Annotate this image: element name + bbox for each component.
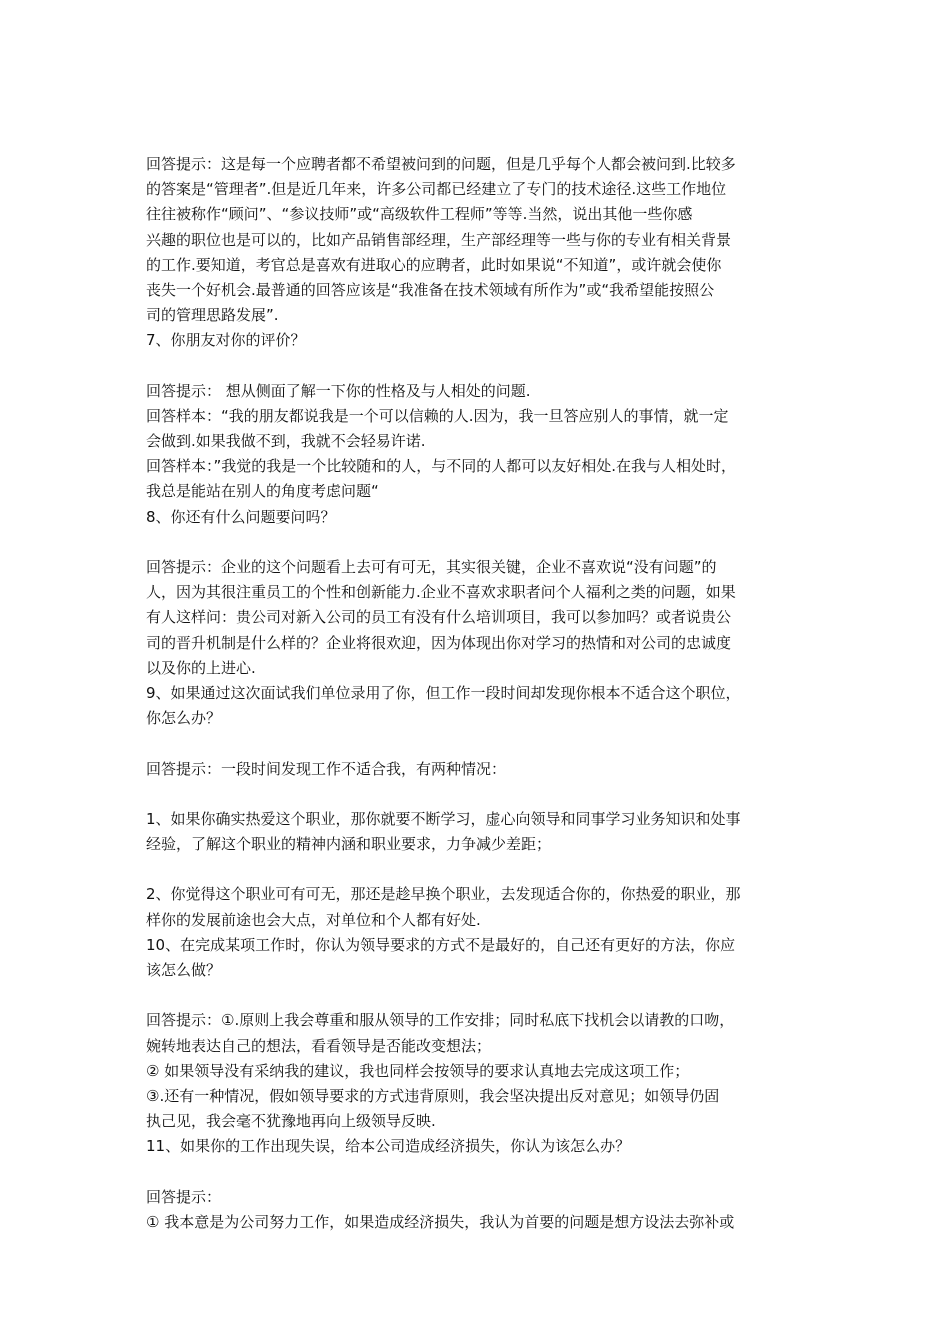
text-line: 该怎么做？ [146,961,222,979]
text-line: 我总是能站在别人的角度考虑问题“ [146,482,379,501]
text-line: 回答提示：一段时间发现工作不适合我，有两种情况： [146,759,507,778]
text-line: 10、在完成某项工作时，你认为领导要求的方式不是最好的，自己还有更好的方法，你应 [146,935,736,954]
text-line: 11、如果你的工作出现失误，给本公司造成经济损失，你认为该怎么办？ [146,1137,631,1156]
text-line: 回答样本：”我觉的我是一个比较随和的人，与不同的人都可以友好相处.在我与人相处时， [146,457,737,476]
text-line: 1、如果你确实热爱这个职业，那你就要不断学习，虚心向领导和同事学习业务知识和处事 [146,809,741,828]
text-line: 司的晋升机制是什么样的？企业将很欢迎，因为体现出你对学习的热情和对公司的忠诚度 [146,633,732,652]
text-line: 会做到.如果我做不到，我就不会轻易许诺. [146,432,426,451]
text-line: ① 我本意是为公司努力工作，如果造成经济损失，我认为首要的问题是想方设法去弥补或 [146,1212,735,1231]
text-line: 样你的发展前途也会大点，对单位和个人都有好处. [146,910,481,929]
text-line: 8、你还有什么问题要问吗？ [146,507,336,526]
text-line: 的工作.要知道，考官总是喜欢有进取心的应聘者，此时如果说“不知道”，或许就会使你 [146,255,722,274]
text-line: 人，因为其很注重员工的个性和创新能力.企业不喜欢求职者问个人福利之类的问题，如果 [146,583,736,602]
text-line: ② 如果领导没有采纳我的建议，我也同样会按领导的要求认真地去完成这项工作； [146,1061,690,1080]
text-line: 兴趣的职位也是可以的，比如产品销售部经理，生产部经理等一些与你的专业有相关背景 [146,230,732,249]
blank-line [146,731,812,756]
text-line: 回答提示： [146,1187,222,1206]
text-line: 执己见，我会毫不犹豫地再向上级领导反映. [146,1112,436,1131]
text-line: 回答样本：“我的朋友都说我是一个可以信赖的人.因为，我一旦答应别人的事情，就一定 [146,406,729,425]
blank-line [146,1160,812,1185]
blank-line [146,530,812,555]
text-line: 经验，了解这个职业的精神内涵和职业要求，力争减少差距； [146,835,552,854]
text-line: 7、你朋友对你的评价？ [146,331,306,350]
text-line: 以及你的上进心. [146,658,256,677]
text-line: 回答提示： 想从侧面了解一下你的性格及与人相处的问题. [146,381,531,400]
text-line: 有人这样问：贵公司对新入公司的员工有没有什么培训项目，我可以参加吗？或者说贵公 [146,608,732,627]
text-line: 9、如果通过这次面试我们单位录用了你，但工作一段时间却发现你根本不适合这个职位， [146,683,741,702]
blank-line [146,983,812,1008]
text-line: 丧失一个好机会.最普通的回答应该是“我准备在技术领域有所作为”或“我希望能按照公 [146,280,715,299]
blank-line [146,857,812,882]
text-line: ③.还有一种情况，假如领导要求的方式违背原则，我会坚决提出反对意见；如领导仍固 [146,1086,720,1105]
text-line: 回答提示：这是每一个应聘者都不希望被问到的问题，但是几乎每个人都会被问到.比较多 [146,155,736,173]
blank-line [146,782,812,807]
text-line: 回答提示：企业的这个问题看上去可有可无，其实很关键，企业不喜欢说“没有问题”的 [146,558,717,576]
text-line: 往往被称作“顾问”、“参议技师”或“高级软件工程师”等等.当然，说出其他一些你感 [146,205,693,224]
document-body [146,152,812,1235]
text-line: 司的管理思路发展”. [146,306,279,325]
text-line: 2、你觉得这个职业可有可无，那还是趁早换个职业，去发现适合你的，你热爱的职业，那 [146,885,741,904]
text-line: 回答提示：①.原则上我会尊重和服从领导的工作安排；同时私底下找机会以请教的口吻， [146,1011,735,1030]
text-line: 的答案是“管理者”.但是近几年来，许多公司都已经建立了专门的技术途径.这些工作地位 [146,180,727,199]
text-line: 婉转地表达自己的想法，看看领导是否能改变想法； [146,1036,492,1055]
blank-line [146,354,812,379]
text-line: 你怎么办？ [146,709,222,728]
